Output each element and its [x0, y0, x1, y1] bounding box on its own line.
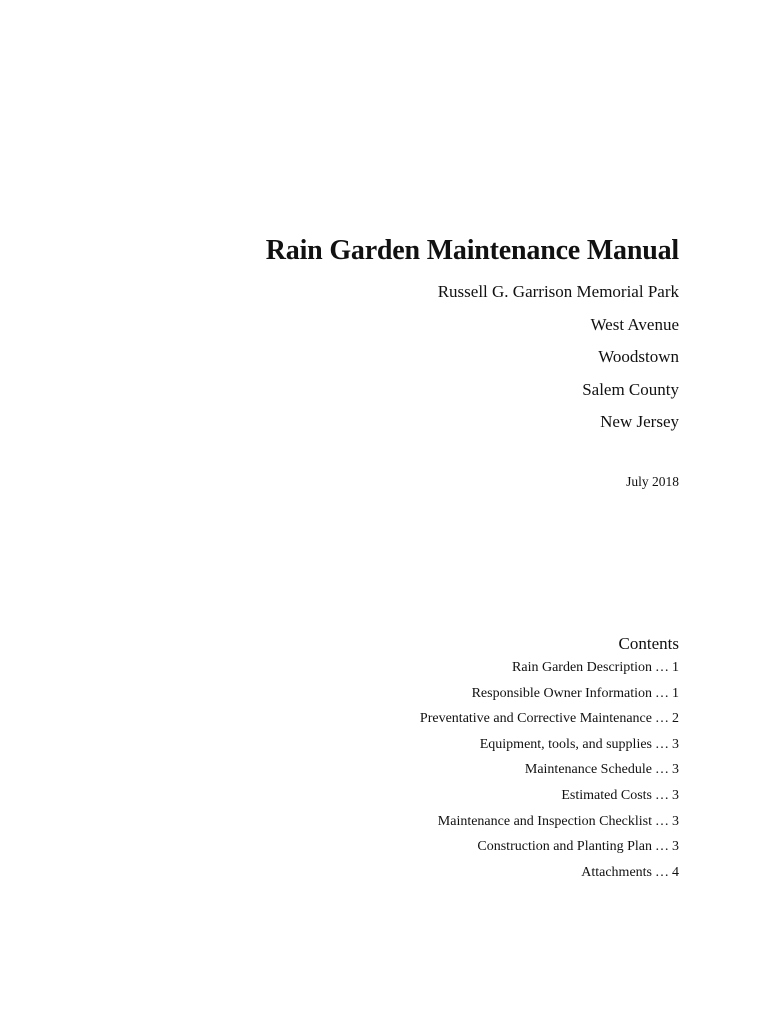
toc-item-preventative-maintenance[interactable]	[420, 706, 679, 732]
toc-item-label: Maintenance and Inspection Checklist	[437, 813, 652, 829]
toc-item-label: Preventative and Corrective Maintenance	[419, 711, 652, 727]
toc-separator: …	[655, 839, 669, 855]
toc-item-construction-plan[interactable]	[420, 834, 679, 860]
toc-item-equipment-tools[interactable]	[420, 732, 679, 758]
toc-item-estimated-costs[interactable]	[420, 783, 679, 809]
toc-item-label: Responsible Owner Information	[471, 685, 652, 701]
toc-item-responsible-owner[interactable]	[420, 681, 679, 707]
toc-item-label: Estimated Costs	[561, 787, 652, 803]
toc-separator: …	[655, 736, 669, 752]
toc-item-page: 2	[672, 711, 679, 727]
toc-item-page: 3	[672, 787, 679, 803]
toc-item-page: 3	[672, 839, 679, 855]
toc-item-label: Attachments	[581, 864, 652, 880]
address-line-street: West Avenue	[590, 314, 679, 334]
toc-item-page: 3	[672, 736, 679, 752]
address-line-park: Russell G. Garrison Memorial Park	[437, 282, 679, 301]
contents-heading: Contents	[618, 634, 679, 653]
toc-separator: …	[655, 813, 669, 829]
toc-separator: …	[655, 711, 669, 727]
address-line-county: Salem County	[582, 379, 679, 399]
toc-item-page: 3	[672, 813, 679, 829]
toc-item-maintenance-schedule[interactable]	[420, 757, 679, 783]
address-line-state: New Jersey	[600, 412, 679, 431]
toc-separator: …	[655, 762, 669, 778]
toc-item-page: 1	[672, 685, 679, 701]
toc-item-label: Maintenance Schedule	[524, 762, 652, 778]
table-of-contents	[420, 634, 679, 885]
address-line-town: Woodstown	[598, 347, 679, 366]
toc-item-label: Construction and Planting Plan	[477, 839, 652, 855]
document-date: July 2018	[626, 474, 679, 489]
title-block	[266, 232, 679, 439]
toc-item-rain-garden-description[interactable]	[420, 655, 679, 681]
toc-separator: …	[655, 685, 669, 701]
toc-separator: …	[655, 864, 669, 880]
toc-item-page: 4	[672, 864, 679, 880]
toc-item-attachments[interactable]	[420, 860, 679, 886]
toc-item-page: 1	[672, 660, 679, 675]
toc-item-label: Rain Garden Description	[512, 660, 652, 675]
toc-item-label: Equipment, tools, and supplies	[479, 736, 652, 752]
document-title: Rain Garden Maintenance Manual	[265, 235, 679, 266]
toc-item-inspection-checklist[interactable]	[420, 809, 679, 835]
toc-list	[420, 655, 679, 885]
toc-separator: …	[655, 787, 669, 803]
toc-separator: …	[655, 660, 669, 675]
toc-item-page: 3	[672, 762, 679, 778]
